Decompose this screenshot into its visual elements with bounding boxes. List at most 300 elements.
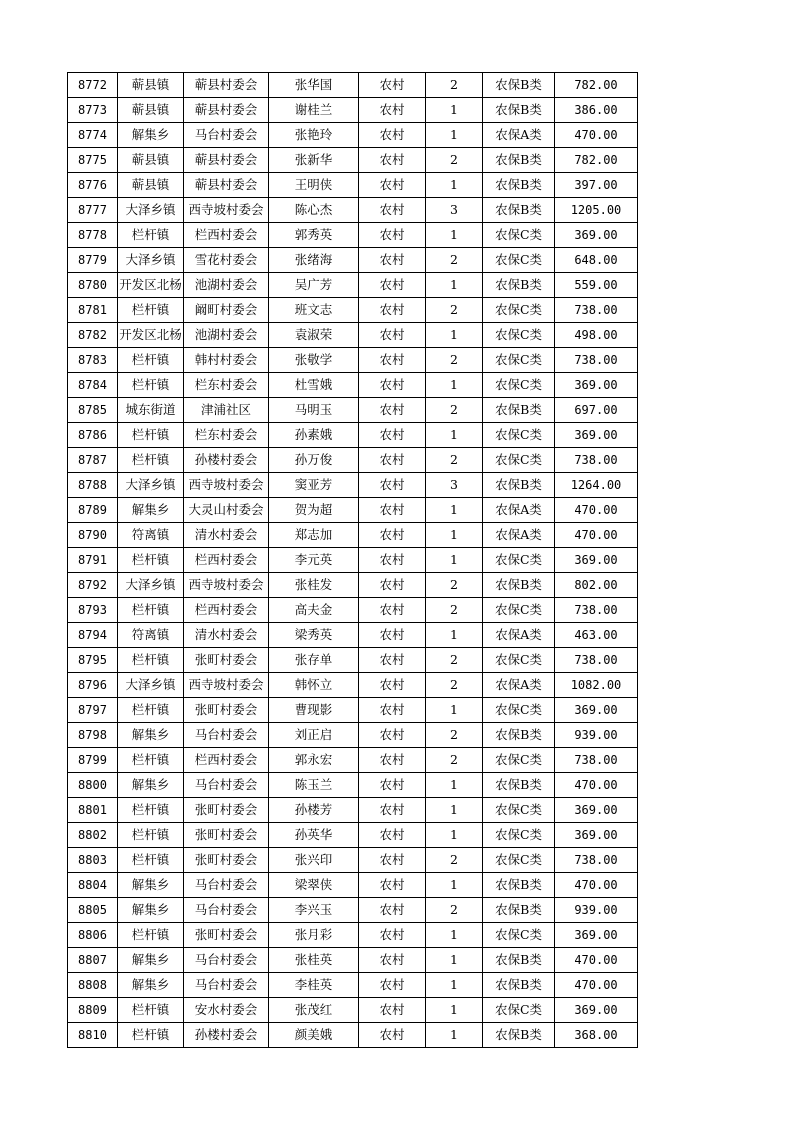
village-committee-cell: 蕲县村委会 (184, 173, 269, 198)
member-count-cell: 2 (426, 573, 483, 598)
amount-cell: 470.00 (555, 523, 638, 548)
member-count-cell: 2 (426, 73, 483, 98)
person-name-cell: 郑志加 (269, 523, 359, 548)
insurance-category-cell: 农保C类 (483, 323, 555, 348)
amount-cell: 738.00 (555, 848, 638, 873)
record-number-cell: 8802 (68, 823, 118, 848)
amount-cell: 1264.00 (555, 473, 638, 498)
household-type-cell: 农村 (359, 773, 426, 798)
household-type-cell: 农村 (359, 598, 426, 623)
village-committee-cell: 栏西村委会 (184, 598, 269, 623)
member-count-cell: 2 (426, 398, 483, 423)
township-cell: 蕲县镇 (118, 73, 184, 98)
table-row (68, 323, 638, 348)
table-row (68, 273, 638, 298)
village-committee-cell: 栏西村委会 (184, 223, 269, 248)
table-row (68, 223, 638, 248)
person-name-cell: 张月彩 (269, 923, 359, 948)
township-cell: 大泽乡镇 (118, 473, 184, 498)
amount-cell: 369.00 (555, 998, 638, 1023)
village-committee-cell: 张町村委会 (184, 798, 269, 823)
table-row (68, 573, 638, 598)
township-cell: 栏杆镇 (118, 798, 184, 823)
record-number-cell: 8778 (68, 223, 118, 248)
member-count-cell: 2 (426, 898, 483, 923)
member-count-cell: 1 (426, 548, 483, 573)
insurance-category-cell: 农保C类 (483, 373, 555, 398)
record-number-cell: 8800 (68, 773, 118, 798)
person-name-cell: 班文志 (269, 298, 359, 323)
person-name-cell: 张桂发 (269, 573, 359, 598)
person-name-cell: 李元英 (269, 548, 359, 573)
village-committee-cell: 津浦社区 (184, 398, 269, 423)
township-cell: 解集乡 (118, 773, 184, 798)
household-type-cell: 农村 (359, 748, 426, 773)
record-number-cell: 8776 (68, 173, 118, 198)
village-committee-cell: 栏西村委会 (184, 548, 269, 573)
member-count-cell: 1 (426, 323, 483, 348)
township-cell: 栏杆镇 (118, 648, 184, 673)
person-name-cell: 孙楼芳 (269, 798, 359, 823)
household-type-cell: 农村 (359, 848, 426, 873)
insurance-category-cell: 农保B类 (483, 98, 555, 123)
household-type-cell: 农村 (359, 648, 426, 673)
table-row (68, 398, 638, 423)
township-cell: 栏杆镇 (118, 373, 184, 398)
member-count-cell: 1 (426, 948, 483, 973)
member-count-cell: 1 (426, 273, 483, 298)
member-count-cell: 1 (426, 173, 483, 198)
record-number-cell: 8793 (68, 598, 118, 623)
record-number-cell: 8780 (68, 273, 118, 298)
insurance-category-cell: 农保B类 (483, 148, 555, 173)
person-name-cell: 贺为超 (269, 498, 359, 523)
record-number-cell: 8803 (68, 848, 118, 873)
record-number-cell: 8801 (68, 798, 118, 823)
household-type-cell: 农村 (359, 298, 426, 323)
amount-cell: 738.00 (555, 348, 638, 373)
person-name-cell: 颜美娥 (269, 1023, 359, 1048)
village-committee-cell: 张町村委会 (184, 648, 269, 673)
household-type-cell: 农村 (359, 498, 426, 523)
village-committee-cell: 韩村村委会 (184, 348, 269, 373)
amount-cell: 782.00 (555, 148, 638, 173)
amount-cell: 738.00 (555, 598, 638, 623)
member-count-cell: 1 (426, 923, 483, 948)
village-committee-cell: 栏西村委会 (184, 748, 269, 773)
household-type-cell: 农村 (359, 973, 426, 998)
insurance-category-cell: 农保C类 (483, 298, 555, 323)
table-row (68, 148, 638, 173)
table-row (68, 498, 638, 523)
household-type-cell: 农村 (359, 723, 426, 748)
village-committee-cell: 池湖村委会 (184, 273, 269, 298)
household-type-cell: 农村 (359, 673, 426, 698)
amount-cell: 697.00 (555, 398, 638, 423)
insurance-category-cell: 农保B类 (483, 73, 555, 98)
amount-cell: 470.00 (555, 123, 638, 148)
member-count-cell: 1 (426, 698, 483, 723)
person-name-cell: 张艳玲 (269, 123, 359, 148)
amount-cell: 498.00 (555, 323, 638, 348)
household-type-cell: 农村 (359, 823, 426, 848)
table-row (68, 673, 638, 698)
township-cell: 大泽乡镇 (118, 198, 184, 223)
person-name-cell: 杜雪娥 (269, 373, 359, 398)
member-count-cell: 1 (426, 973, 483, 998)
table-row (68, 923, 638, 948)
amount-cell: 470.00 (555, 973, 638, 998)
household-type-cell: 农村 (359, 948, 426, 973)
amount-cell: 470.00 (555, 948, 638, 973)
insurance-category-cell: 农保B类 (483, 898, 555, 923)
table-row (68, 98, 638, 123)
insurance-category-cell: 农保B类 (483, 973, 555, 998)
insurance-category-cell: 农保C类 (483, 648, 555, 673)
person-name-cell: 张兴印 (269, 848, 359, 873)
household-type-cell: 农村 (359, 523, 426, 548)
village-committee-cell: 蕲县村委会 (184, 73, 269, 98)
insurance-category-cell: 农保C类 (483, 823, 555, 848)
record-number-cell: 8795 (68, 648, 118, 673)
insurance-category-cell: 农保B类 (483, 723, 555, 748)
household-type-cell: 农村 (359, 698, 426, 723)
person-name-cell: 张华国 (269, 73, 359, 98)
record-number-cell: 8791 (68, 548, 118, 573)
insurance-category-cell: 农保C类 (483, 698, 555, 723)
household-type-cell: 农村 (359, 398, 426, 423)
village-committee-cell: 清水村委会 (184, 623, 269, 648)
member-count-cell: 2 (426, 148, 483, 173)
household-type-cell: 农村 (359, 798, 426, 823)
township-cell: 蕲县镇 (118, 148, 184, 173)
person-name-cell: 曹现影 (269, 698, 359, 723)
member-count-cell: 1 (426, 798, 483, 823)
amount-cell: 369.00 (555, 223, 638, 248)
household-type-cell: 农村 (359, 173, 426, 198)
village-committee-cell: 雪花村委会 (184, 248, 269, 273)
person-name-cell: 陈心杰 (269, 198, 359, 223)
amount-cell: 939.00 (555, 723, 638, 748)
member-count-cell: 1 (426, 123, 483, 148)
table-row (68, 248, 638, 273)
township-cell: 开发区北杨 (118, 323, 184, 348)
village-committee-cell: 栏东村委会 (184, 373, 269, 398)
insurance-category-cell: 农保C类 (483, 598, 555, 623)
table-row (68, 123, 638, 148)
amount-cell: 559.00 (555, 273, 638, 298)
insurance-category-cell: 农保B类 (483, 1023, 555, 1048)
table-row (68, 998, 638, 1023)
household-type-cell: 农村 (359, 323, 426, 348)
table-row (68, 748, 638, 773)
relief-roster-table (67, 72, 638, 1048)
village-committee-cell: 池湖村委会 (184, 323, 269, 348)
village-committee-cell: 大灵山村委会 (184, 498, 269, 523)
insurance-category-cell: 农保A类 (483, 523, 555, 548)
household-type-cell: 农村 (359, 998, 426, 1023)
table-row (68, 448, 638, 473)
record-number-cell: 8786 (68, 423, 118, 448)
household-type-cell: 农村 (359, 423, 426, 448)
table-row (68, 848, 638, 873)
person-name-cell: 李桂英 (269, 973, 359, 998)
household-type-cell: 农村 (359, 198, 426, 223)
village-committee-cell: 张町村委会 (184, 823, 269, 848)
household-type-cell: 农村 (359, 98, 426, 123)
village-committee-cell: 安水村委会 (184, 998, 269, 1023)
table-row (68, 1023, 638, 1048)
record-number-cell: 8777 (68, 198, 118, 223)
person-name-cell: 孙万俊 (269, 448, 359, 473)
record-number-cell: 8773 (68, 98, 118, 123)
table-row (68, 598, 638, 623)
table-row (68, 523, 638, 548)
table-row (68, 473, 638, 498)
record-number-cell: 8796 (68, 673, 118, 698)
insurance-category-cell: 农保C类 (483, 798, 555, 823)
record-number-cell: 8783 (68, 348, 118, 373)
record-number-cell: 8799 (68, 748, 118, 773)
household-type-cell: 农村 (359, 73, 426, 98)
household-type-cell: 农村 (359, 623, 426, 648)
record-number-cell: 8810 (68, 1023, 118, 1048)
village-committee-cell: 马台村委会 (184, 898, 269, 923)
township-cell: 栏杆镇 (118, 998, 184, 1023)
village-committee-cell: 马台村委会 (184, 973, 269, 998)
amount-cell: 369.00 (555, 548, 638, 573)
person-name-cell: 袁淑荣 (269, 323, 359, 348)
table-row (68, 898, 638, 923)
insurance-category-cell: 农保C类 (483, 448, 555, 473)
person-name-cell: 高夫金 (269, 598, 359, 623)
village-committee-cell: 马台村委会 (184, 773, 269, 798)
household-type-cell: 农村 (359, 898, 426, 923)
village-committee-cell: 马台村委会 (184, 873, 269, 898)
township-cell: 栏杆镇 (118, 423, 184, 448)
village-committee-cell: 张町村委会 (184, 923, 269, 948)
person-name-cell: 王明侠 (269, 173, 359, 198)
insurance-category-cell: 农保C类 (483, 923, 555, 948)
insurance-category-cell: 农保B类 (483, 573, 555, 598)
member-count-cell: 2 (426, 248, 483, 273)
record-number-cell: 8789 (68, 498, 118, 523)
amount-cell: 369.00 (555, 798, 638, 823)
village-committee-cell: 孙楼村委会 (184, 448, 269, 473)
amount-cell: 1205.00 (555, 198, 638, 223)
township-cell: 开发区北杨 (118, 273, 184, 298)
table-row (68, 798, 638, 823)
township-cell: 大泽乡镇 (118, 673, 184, 698)
member-count-cell: 2 (426, 673, 483, 698)
insurance-category-cell: 农保B类 (483, 198, 555, 223)
person-name-cell: 张新华 (269, 148, 359, 173)
village-committee-cell: 马台村委会 (184, 948, 269, 973)
household-type-cell: 农村 (359, 1023, 426, 1048)
township-cell: 符离镇 (118, 623, 184, 648)
person-name-cell: 吴广芳 (269, 273, 359, 298)
person-name-cell: 陈玉兰 (269, 773, 359, 798)
table-row (68, 823, 638, 848)
insurance-category-cell: 农保B类 (483, 773, 555, 798)
record-number-cell: 8775 (68, 148, 118, 173)
person-name-cell: 张桂英 (269, 948, 359, 973)
record-number-cell: 8772 (68, 73, 118, 98)
amount-cell: 802.00 (555, 573, 638, 598)
table-row (68, 373, 638, 398)
household-type-cell: 农村 (359, 923, 426, 948)
household-type-cell: 农村 (359, 223, 426, 248)
household-type-cell: 农村 (359, 273, 426, 298)
member-count-cell: 1 (426, 498, 483, 523)
record-number-cell: 8784 (68, 373, 118, 398)
record-number-cell: 8807 (68, 948, 118, 973)
township-cell: 解集乡 (118, 873, 184, 898)
amount-cell: 369.00 (555, 823, 638, 848)
member-count-cell: 1 (426, 873, 483, 898)
insurance-category-cell: 农保C类 (483, 223, 555, 248)
amount-cell: 738.00 (555, 298, 638, 323)
record-number-cell: 8782 (68, 323, 118, 348)
township-cell: 蕲县镇 (118, 173, 184, 198)
member-count-cell: 1 (426, 1023, 483, 1048)
township-cell: 栏杆镇 (118, 1023, 184, 1048)
household-type-cell: 农村 (359, 473, 426, 498)
township-cell: 栏杆镇 (118, 298, 184, 323)
amount-cell: 939.00 (555, 898, 638, 923)
amount-cell: 397.00 (555, 173, 638, 198)
insurance-category-cell: 农保A类 (483, 498, 555, 523)
insurance-category-cell: 农保C类 (483, 548, 555, 573)
table-row (68, 348, 638, 373)
record-number-cell: 8781 (68, 298, 118, 323)
township-cell: 城东街道 (118, 398, 184, 423)
member-count-cell: 1 (426, 623, 483, 648)
person-name-cell: 梁翠侠 (269, 873, 359, 898)
insurance-category-cell: 农保C类 (483, 848, 555, 873)
township-cell: 解集乡 (118, 723, 184, 748)
insurance-category-cell: 农保C类 (483, 248, 555, 273)
record-number-cell: 8809 (68, 998, 118, 1023)
person-name-cell: 马明玉 (269, 398, 359, 423)
person-name-cell: 刘正启 (269, 723, 359, 748)
amount-cell: 738.00 (555, 648, 638, 673)
insurance-category-cell: 农保C类 (483, 348, 555, 373)
household-type-cell: 农村 (359, 873, 426, 898)
member-count-cell: 1 (426, 823, 483, 848)
record-number-cell: 8804 (68, 873, 118, 898)
table-row (68, 873, 638, 898)
village-committee-cell: 马台村委会 (184, 723, 269, 748)
township-cell: 大泽乡镇 (118, 248, 184, 273)
table-row (68, 423, 638, 448)
record-number-cell: 8788 (68, 473, 118, 498)
table-row (68, 173, 638, 198)
person-name-cell: 张茂红 (269, 998, 359, 1023)
village-committee-cell: 西寺坡村委会 (184, 573, 269, 598)
person-name-cell: 孙素娥 (269, 423, 359, 448)
table-row (68, 773, 638, 798)
member-count-cell: 1 (426, 373, 483, 398)
record-number-cell: 8785 (68, 398, 118, 423)
record-number-cell: 8779 (68, 248, 118, 273)
member-count-cell: 2 (426, 648, 483, 673)
amount-cell: 738.00 (555, 448, 638, 473)
amount-cell: 369.00 (555, 423, 638, 448)
insurance-category-cell: 农保C类 (483, 748, 555, 773)
table-row (68, 198, 638, 223)
member-count-cell: 1 (426, 98, 483, 123)
township-cell: 解集乡 (118, 123, 184, 148)
household-type-cell: 农村 (359, 448, 426, 473)
village-committee-cell: 孙楼村委会 (184, 1023, 269, 1048)
person-name-cell: 张绪海 (269, 248, 359, 273)
member-count-cell: 2 (426, 748, 483, 773)
table-row (68, 948, 638, 973)
person-name-cell: 李兴玉 (269, 898, 359, 923)
table-row (68, 648, 638, 673)
table-row (68, 623, 638, 648)
record-number-cell: 8797 (68, 698, 118, 723)
village-committee-cell: 西寺坡村委会 (184, 473, 269, 498)
record-number-cell: 8774 (68, 123, 118, 148)
village-committee-cell: 西寺坡村委会 (184, 198, 269, 223)
member-count-cell: 1 (426, 223, 483, 248)
member-count-cell: 2 (426, 448, 483, 473)
person-name-cell: 韩怀立 (269, 673, 359, 698)
township-cell: 蕲县镇 (118, 98, 184, 123)
insurance-category-cell: 农保B类 (483, 873, 555, 898)
township-cell: 解集乡 (118, 948, 184, 973)
household-type-cell: 农村 (359, 248, 426, 273)
township-cell: 栏杆镇 (118, 923, 184, 948)
amount-cell: 1082.00 (555, 673, 638, 698)
member-count-cell: 2 (426, 848, 483, 873)
insurance-category-cell: 农保B类 (483, 473, 555, 498)
household-type-cell: 农村 (359, 348, 426, 373)
person-name-cell: 郭永宏 (269, 748, 359, 773)
township-cell: 栏杆镇 (118, 223, 184, 248)
record-number-cell: 8790 (68, 523, 118, 548)
member-count-cell: 3 (426, 198, 483, 223)
member-count-cell: 1 (426, 423, 483, 448)
record-number-cell: 8806 (68, 923, 118, 948)
record-number-cell: 8798 (68, 723, 118, 748)
amount-cell: 470.00 (555, 873, 638, 898)
household-type-cell: 农村 (359, 573, 426, 598)
person-name-cell: 张敬学 (269, 348, 359, 373)
person-name-cell: 张存单 (269, 648, 359, 673)
insurance-category-cell: 农保B类 (483, 948, 555, 973)
member-count-cell: 2 (426, 723, 483, 748)
township-cell: 解集乡 (118, 973, 184, 998)
township-cell: 栏杆镇 (118, 448, 184, 473)
household-type-cell: 农村 (359, 548, 426, 573)
table-row (68, 973, 638, 998)
member-count-cell: 2 (426, 298, 483, 323)
table-row (68, 698, 638, 723)
township-cell: 解集乡 (118, 898, 184, 923)
record-number-cell: 8805 (68, 898, 118, 923)
insurance-category-cell: 农保C类 (483, 423, 555, 448)
person-name-cell: 郭秀英 (269, 223, 359, 248)
person-name-cell: 谢桂兰 (269, 98, 359, 123)
village-committee-cell: 阚町村委会 (184, 298, 269, 323)
amount-cell: 369.00 (555, 373, 638, 398)
insurance-category-cell: 农保B类 (483, 173, 555, 198)
amount-cell: 369.00 (555, 923, 638, 948)
village-committee-cell: 张町村委会 (184, 848, 269, 873)
